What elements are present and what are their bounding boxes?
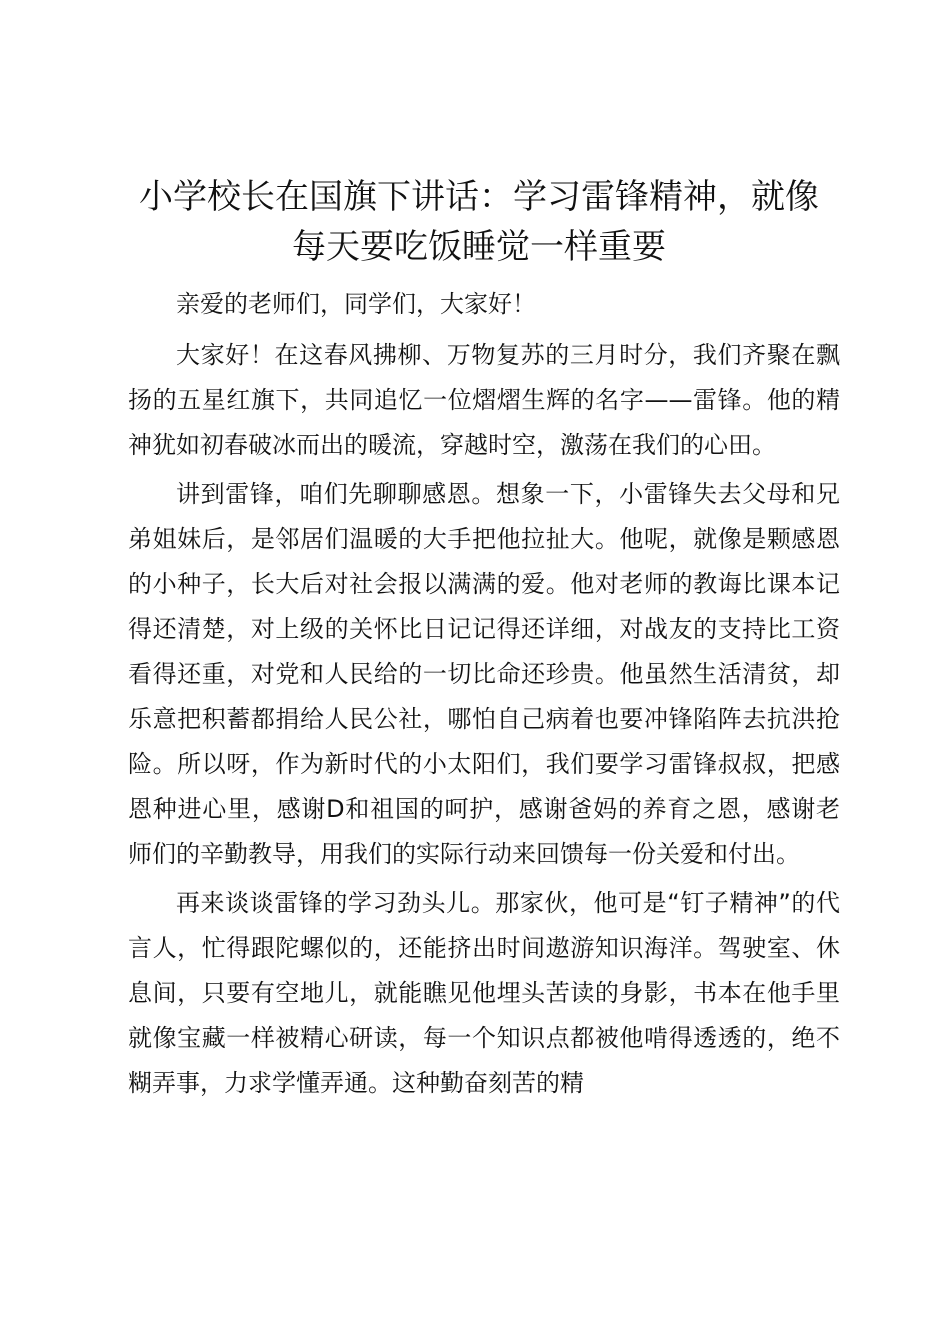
document-page <box>128 172 850 1110</box>
salutation: 亲爱的老师们，同学们，大家好！ <box>176 290 536 318</box>
document-body <box>128 282 850 1106</box>
paragraph-3: 再来谈谈雷锋的学习劲头儿。那家伙，他可是“钉子精神”的代言人，忙得跟陀螺似的，还能挤出时间遨游知识海洋。驾驶室、休息间，只要有空地儿，就能瞧见他埋头苦读的身影，书本在他手里就像宝藏一样被精心研读，每一个知识点都被他啃得透透的，绝不糊弄事，力求学懂弄通。这种勤奋刻苦的精 <box>128 889 840 1097</box>
paragraph-2: 讲到雷锋，咱们先聊聊感恩。想象一下，小雷锋失去父母和兄弟姐妹后，是邻居们温暖的大手把他拉扯大。他呢，就像是颗感恩的小种子，长大后对社会报以满满的爱。他对老师的教诲比课本记得还清楚，对上级的关怀比日记记得还详细，对战友的支持比工资看得还重，对党和人民给的一切比命还珍贵。他虽然生活清贫，却乐意把积蓄都捐给人民公社，哪怕自己病着也要冲锋陷阵去抗洪抢险。所以呀，作为新时代的小太阳们，我们要学习雷锋叔叔，把感恩种进心里，感谢D和祖国的呵护，感谢爸妈的养育之恩，感谢老师们的辛勤教导，用我们的实际行动来回馈每一份关爱和付出。 <box>128 480 840 868</box>
paragraph-1: 大家好！在这春风拂柳、万物复苏的三月时分，我们齐聚在飘扬的五星红旗下，共同追忆一位熠熠生辉的名字——雷锋。他的精神犹如初春破冰而出的暖流，穿越时空，激荡在我们的心田。 <box>128 341 840 459</box>
document-title <box>128 172 830 272</box>
title-line-1: 小学校长在国旗下讲话：学习雷锋精神，就像 <box>139 177 819 217</box>
title-line-2: 每天要吃饭睡觉一样重要 <box>292 227 666 267</box>
